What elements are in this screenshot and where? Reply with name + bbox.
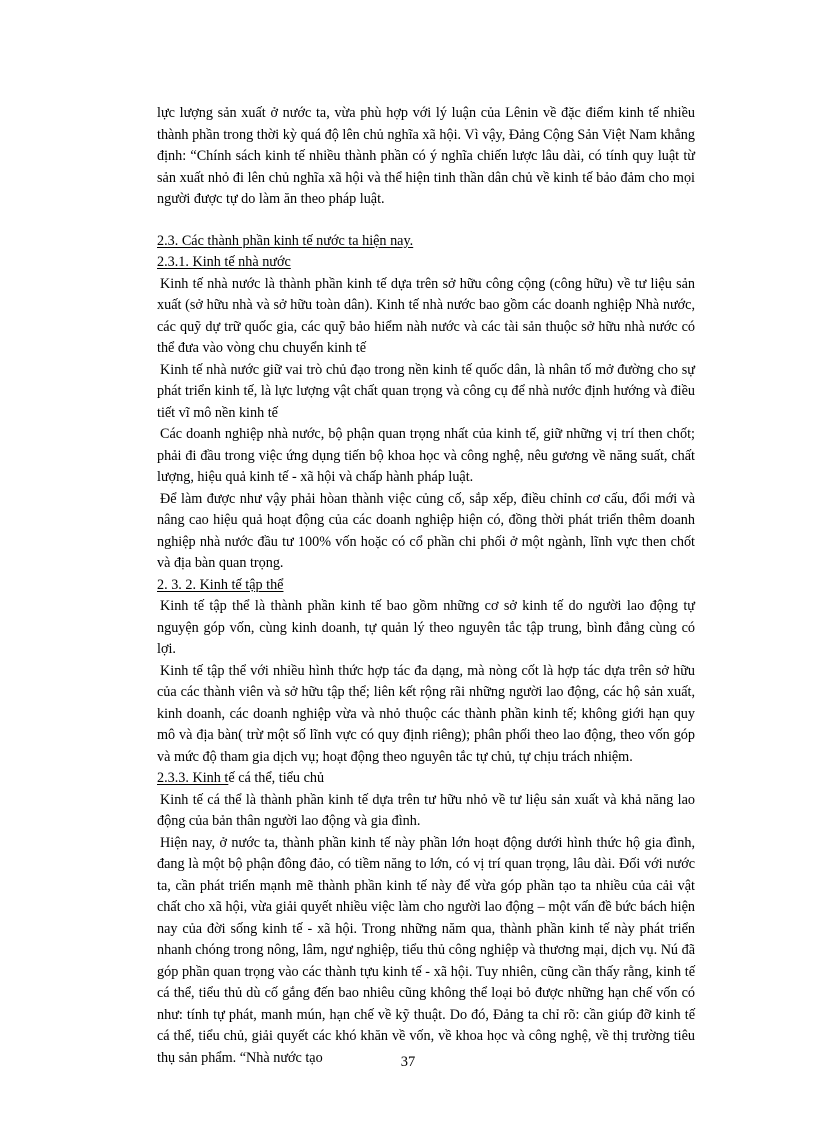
document-page [157,103,695,1069]
subsection-3-heading [157,768,695,790]
subsection-1-heading [157,252,695,274]
subsection-2-heading-text: 2. 3. 2. Kinh tế tập thể [157,576,284,593]
subsection-3-heading-rest: ế cá thể, tiểu chủ [228,770,325,786]
subsection-1-paragraph: Kinh tế nhà nước giữ vai trò chủ đạo trong nền kinh tế quốc dân, là nhân tố mở đường cho sự phát triển kinh tế, là lực lượng vật chất quan trọng và công cụ để nhà nước định hướng và điều tiết vĩ mô nền kinh tế [157,361,695,421]
subsection-2-paragraph: Kinh tế tập thể với nhiều hình thức hợp tác đa dạng, mà nòng cốt là hợp tác dựa trên sở hữu của các thành viên và sở hữu tập thể; liên kết rộng rãi những người lao động, các hộ sản xuất, kinh doanh, các doanh nghiệp vừa và nhỏ thuộc các thành phần kinh tế; không giới hạn quy mô và địa bàn( trừ một số lĩnh vực có quy định riêng); phân phối theo lao động, theo vốn góp và mức độ tham gia dịch vụ; hoạt động theo nguyên tắc tự chủ, tự chịu trách nhiệm. [157,662,695,765]
subsection-3-paragraph: Kinh tế cá thể là thành phần kinh tế dựa trên tư hữu nhỏ về tư liệu sản xuất và khả năng lao động của bản thân người lao động và gia đình. [157,791,695,829]
page-number: 37 [400,1054,416,1070]
subsection-1-heading-text: 2.3.1. Kinh tế nhà nước [157,254,291,270]
subsection-1-paragraph: Để làm được như vậy phải hòan thành việc củng cố, sắp xếp, điều chỉnh cơ cấu, đổi mới và nâng cao hiệu quả hoạt động của các doanh nghiệp hiện có, đồng thời phát triển thêm doanh nghiệp nhà nước đầu tư 100% vốn hoặc có cổ phần chi phối ở một ngành, lĩnh vực then chốt và địa bàn quan trọng. [157,490,695,571]
section-heading [157,231,695,253]
section-heading-text: 2.3. Các thành phần kinh tế nước ta hiện nay. [157,232,414,249]
subsection-3-paragraph: Hiện nay, ở nước ta, thành phần kinh tế này phần lớn hoạt động dưới hình thức hộ gia đình, đang là một bộ phận đông đảo, có tiềm năng to lớn, có vị trí quan trọng, lâu dài. Đối với nước ta, cần phát triển mạnh mẽ thành phần kinh tế này để vừa góp phần tạo ta nhiều của cải vật chất cho xã hội, vừa giải quyết nhiều việc làm cho người lao động – một vấn đề bức bách hiện nay của đời sống kinh tế - xã hội. Trong những năm qua, thành phần kinh tế này phát triển nhanh chóng trong nông, lâm, ngư nghiệp, tiểu thủ công nghiệp và thương mại, dịch vụ. Nú đã góp phần quan trọng vào các thành tựu kinh tế - xã hội. Tuy nhiên, cũng cần thấy rằng, kinh tế cá thể, tiểu thủ dù cố gắng đến bao nhiêu cũng không thể loại bỏ được những hạn chế vốn có như: tính tự phát, manh mún, hạn chế về kỹ thuật. Do đó, Đảng ta chỉ rõ: cần giúp đỡ kinh tế cá thể, tiểu chủ, giải quyết các khó khăn về vốn, về khoa học và công nghệ, về thị trường tiêu thụ sản phẩm. “Nhà nước tạo [157,834,695,1066]
intro-paragraph: lực lượng sản xuất ở nước ta, vừa phù hợp với lý luận của Lênin về đặc điểm kinh tế nhiều thành phần trong thời kỳ quá độ lên chủ nghĩa xã hội. Vì vậy, Đảng Cộng Sản Việt Nam khẳng định: “Chính sách kinh tế nhiều thành phần có ý nghĩa chiến lược lâu dài, có tính quy luật từ sản xuất nhỏ đi lên chủ nghĩa xã hội và thể hiện tinh thần dân chủ về kinh tế bảo đảm cho mọi người được tự do làm ăn theo pháp luật. [157,105,695,207]
section-gap [157,211,695,231]
subsection-1-paragraph: Kinh tế nhà nước là thành phần kinh tế dựa trên sở hữu công cộng (công hữu) về tư liệu sản xuất (sở hữu nhà và sở hữu toàn dân). Kinh tế nhà nước bao gồm các doanh nghiệp Nhà nước, các quỹ dự trữ quốc gia, các quỹ bảo hiểm nàh nước và các tài sản thuộc sở hữu nhà nước có thể đưa vào vòng chu chuyển kinh tế [157,275,695,356]
subsection-2-heading [157,575,695,597]
subsection-2-paragraph: Kinh tế tập thể là thành phần kinh tế bao gồm những cơ sở kinh tế do người lao động tự nguyện góp vốn, cùng kinh doanh, tự quản lý theo nguyên tắc tập trung, bình đẳng cùng có lợi. [157,598,695,657]
subsection-3-heading-underlined: 2.3.3. Kinh t [157,770,229,786]
subsection-1-paragraph: Các doanh nghiệp nhà nước, bộ phận quan trọng nhất của kinh tế, giữ những vị trí then chốt; phải đi đầu trong việc ứng dụng tiến bộ khoa học và công nghệ, nêu gương về năng suất, chất lượng, hiệu quả kinh tế - xã hội và chấp hành pháp luật. [157,426,695,485]
